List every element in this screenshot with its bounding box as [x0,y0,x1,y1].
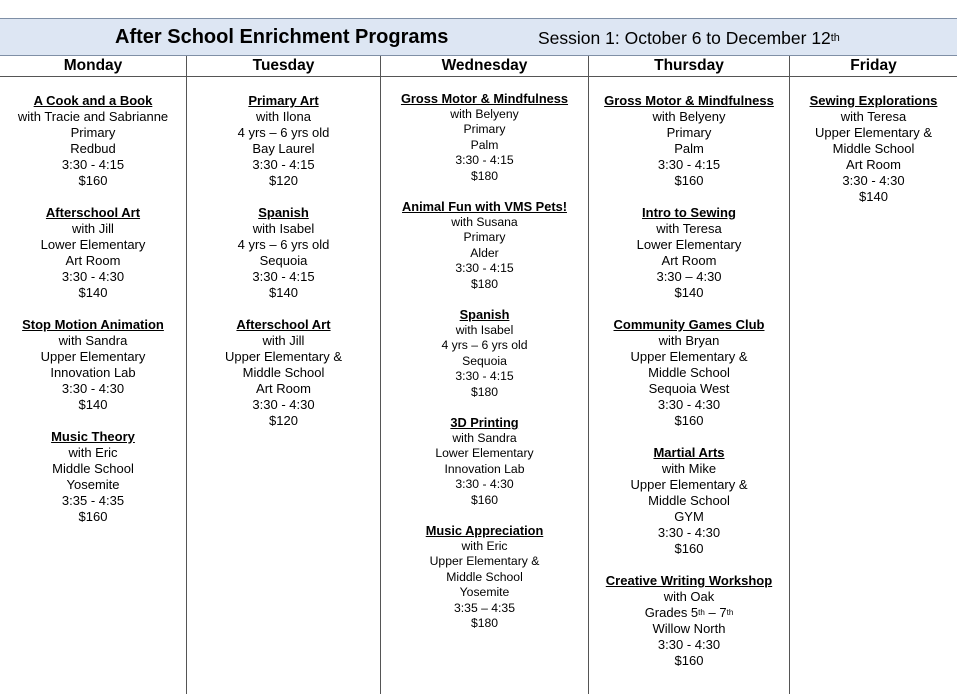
program-block [381,91,588,184]
program-name: Music Theory [51,429,135,444]
program-detail: Upper Elementary & [630,349,748,364]
program-detail: with Susana [451,214,518,229]
program-detail: $180 [470,276,499,291]
column-thursday [589,56,790,694]
program-detail: with Isabel [252,221,315,236]
program-detail: with Ilona [256,109,311,124]
program-detail: $140 [269,285,298,300]
program-detail: Sequoia [259,253,308,268]
program-name: A Cook and a Book [33,93,153,108]
program-detail: Art Room [846,157,901,172]
column-friday [790,56,957,694]
program-detail: Primary [70,125,116,140]
program-detail: Middle School [446,569,523,584]
program-detail: Art Room [661,253,717,268]
program-detail: Upper Elementary [40,349,146,364]
program-detail: with Sandra [58,333,128,348]
program-detail: with Eric [461,538,508,553]
program-detail: Innovation Lab [444,461,525,476]
program-detail: Primary [666,125,712,140]
program-name: 3D Printing [450,415,519,430]
program-detail: $140 [78,397,108,412]
program-name: Animal Fun with VMS Pets! [402,199,567,214]
program-detail: 3:30 - 4:15 [657,157,721,172]
day-programs [589,77,789,669]
program-block [0,205,186,301]
program-detail: Primary [463,122,506,136]
program-block [187,317,380,429]
program-detail: with Isabel [455,322,514,337]
program-detail: 4 yrs – 6 yrs old [237,125,330,140]
program-detail: Upper Elementary & [814,125,933,140]
program-detail: with Jill [262,333,305,348]
schedule-columns [0,56,957,694]
program-detail: with Belyeny [652,109,726,124]
program-detail: Alder [470,245,499,260]
program-detail: Middle School [648,365,730,380]
program-detail: with Sandra [452,430,517,445]
program-detail: Yosemite [459,585,510,599]
program-detail: Willow North [652,621,726,636]
program-block [187,205,380,301]
day-header-monday: Monday [0,56,186,77]
program-detail: $160 [470,492,499,507]
program-detail: 3:30 - 4:15 [252,269,315,284]
program-detail: 3:30 - 4:30 [455,477,514,491]
program-detail: Middle School [52,461,134,476]
program-name: Creative Writing Workshop [605,573,773,588]
program-detail: Palm [470,137,499,152]
program-detail: 3:30 - 4:15 [252,157,315,172]
program-detail: with Tracie and Sabrianne [17,109,169,124]
program-detail: with Jill [72,221,114,236]
program-block [589,445,789,557]
schedule-sheet [0,18,957,694]
program-detail: 3:35 – 4:35 [454,600,515,615]
program-detail: $160 [78,173,108,188]
program-detail: with Teresa [656,221,722,236]
program-detail: $140 [859,189,888,204]
program-detail: $120 [269,413,298,428]
column-monday [0,56,187,694]
program-block [0,317,186,413]
program-detail: Middle School [832,141,915,156]
program-detail: $160 [674,653,704,668]
program-detail: 3:30 – 4:30 [656,269,722,284]
program-block [589,205,789,301]
program-name: Sewing Explorations [809,93,938,108]
program-detail: $180 [470,168,499,183]
program-detail: Primary [463,230,506,244]
program-detail: with Oak [663,589,715,604]
program-block [381,199,588,292]
program-detail: Sequoia [462,353,507,368]
program-block [0,429,186,525]
program-detail: $140 [674,285,704,300]
program-block [790,93,957,205]
program-detail: Upper Elementary & [224,349,343,364]
program-name: Spanish [459,307,510,322]
program-name: Spanish [258,205,309,220]
program-detail: $180 [470,384,499,399]
program-block [589,573,789,669]
program-detail: 3:30 - 4:30 [61,381,125,396]
program-detail: 3:30 - 4:30 [657,525,721,540]
program-detail: 3:30 - 4:30 [842,173,905,188]
program-detail: 3:30 - 4:30 [657,637,721,652]
program-block [187,93,380,189]
program-detail: 3:30 - 4:15 [455,369,514,383]
program-detail: Redbud [70,141,116,156]
program-detail: with Bryan [658,333,720,348]
program-block [381,307,588,400]
title-bar [0,18,957,56]
program-detail: Bay Laurel [252,141,315,156]
program-name: Community Games Club [613,317,765,332]
program-detail: Upper Elementary & [630,477,748,492]
program-detail: 3:30 - 4:30 [657,397,721,412]
day-programs [187,77,380,429]
program-name: Gross Motor & Mindfulness [400,91,569,106]
program-detail: Lower Elementary [40,237,146,252]
program-detail: Upper Elementary & [429,554,540,568]
program-block [0,93,186,189]
program-block [381,523,588,632]
program-detail: 3:30 - 4:15 [61,157,125,172]
day-programs [0,77,186,525]
day-header-tuesday: Tuesday [187,56,380,77]
program-detail: $160 [674,413,704,428]
program-detail: 4 yrs – 6 yrs old [237,237,330,252]
program-name: Primary Art [248,93,319,108]
column-tuesday [187,56,381,694]
program-detail: $160 [674,173,704,188]
program-detail: $120 [269,173,298,188]
session-dates-text: Session 1: October 6 to December 12 [538,28,831,48]
day-programs [381,77,588,632]
column-wednesday [381,56,589,694]
program-name: Afterschool Art [45,205,141,220]
day-programs [790,77,957,205]
program-detail: Middle School [242,365,325,380]
program-detail: 3:35 - 4:35 [61,493,125,508]
program-block [589,317,789,429]
program-name: Music Appreciation [425,523,544,538]
program-name: Stop Motion Animation [22,317,164,332]
program-name: Martial Arts [653,445,725,460]
program-detail: Lower Elementary [636,237,742,252]
program-detail: with Mike [661,461,717,476]
session-dates [538,28,840,49]
program-detail: Middle School [648,493,730,508]
day-header-thursday: Thursday [589,56,789,77]
day-header-friday: Friday [790,56,957,77]
program-detail: GYM [674,509,704,524]
program-block [381,415,588,508]
program-detail: $160 [674,541,704,556]
program-name: Gross Motor & Mindfulness [604,93,774,108]
program-detail: with Eric [68,445,118,460]
program-detail: Palm [674,141,704,156]
program-detail: Lower Elementary [435,446,534,460]
program-detail: 3:30 - 4:15 [455,261,514,275]
program-detail: $160 [78,509,108,524]
program-detail: Art Room [65,253,121,268]
program-detail: Sequoia West [648,381,730,396]
program-detail: 3:30 - 4:30 [61,269,125,284]
page-title: After School Enrichment Programs [115,26,449,48]
program-detail: with Belyeny [450,106,519,121]
program-detail: Yosemite [66,477,120,492]
day-header-wednesday: Wednesday [381,56,588,77]
program-detail: Innovation Lab [50,365,136,380]
program-detail: Art Room [256,381,311,396]
program-detail: with Teresa [840,109,907,124]
program-detail: $180 [470,616,499,630]
program-block [589,93,789,189]
program-detail: $140 [78,285,108,300]
program-name: Afterschool Art [236,317,331,332]
program-name: Intro to Sewing [642,205,736,220]
program-detail: 4 yrs – 6 yrs old [441,338,528,352]
program-detail: Grades 5th – 7th [644,605,734,620]
program-detail: 3:30 - 4:30 [252,397,315,412]
session-dates-suffix: th [830,32,840,45]
program-detail: 3:30 - 4:15 [455,153,514,167]
